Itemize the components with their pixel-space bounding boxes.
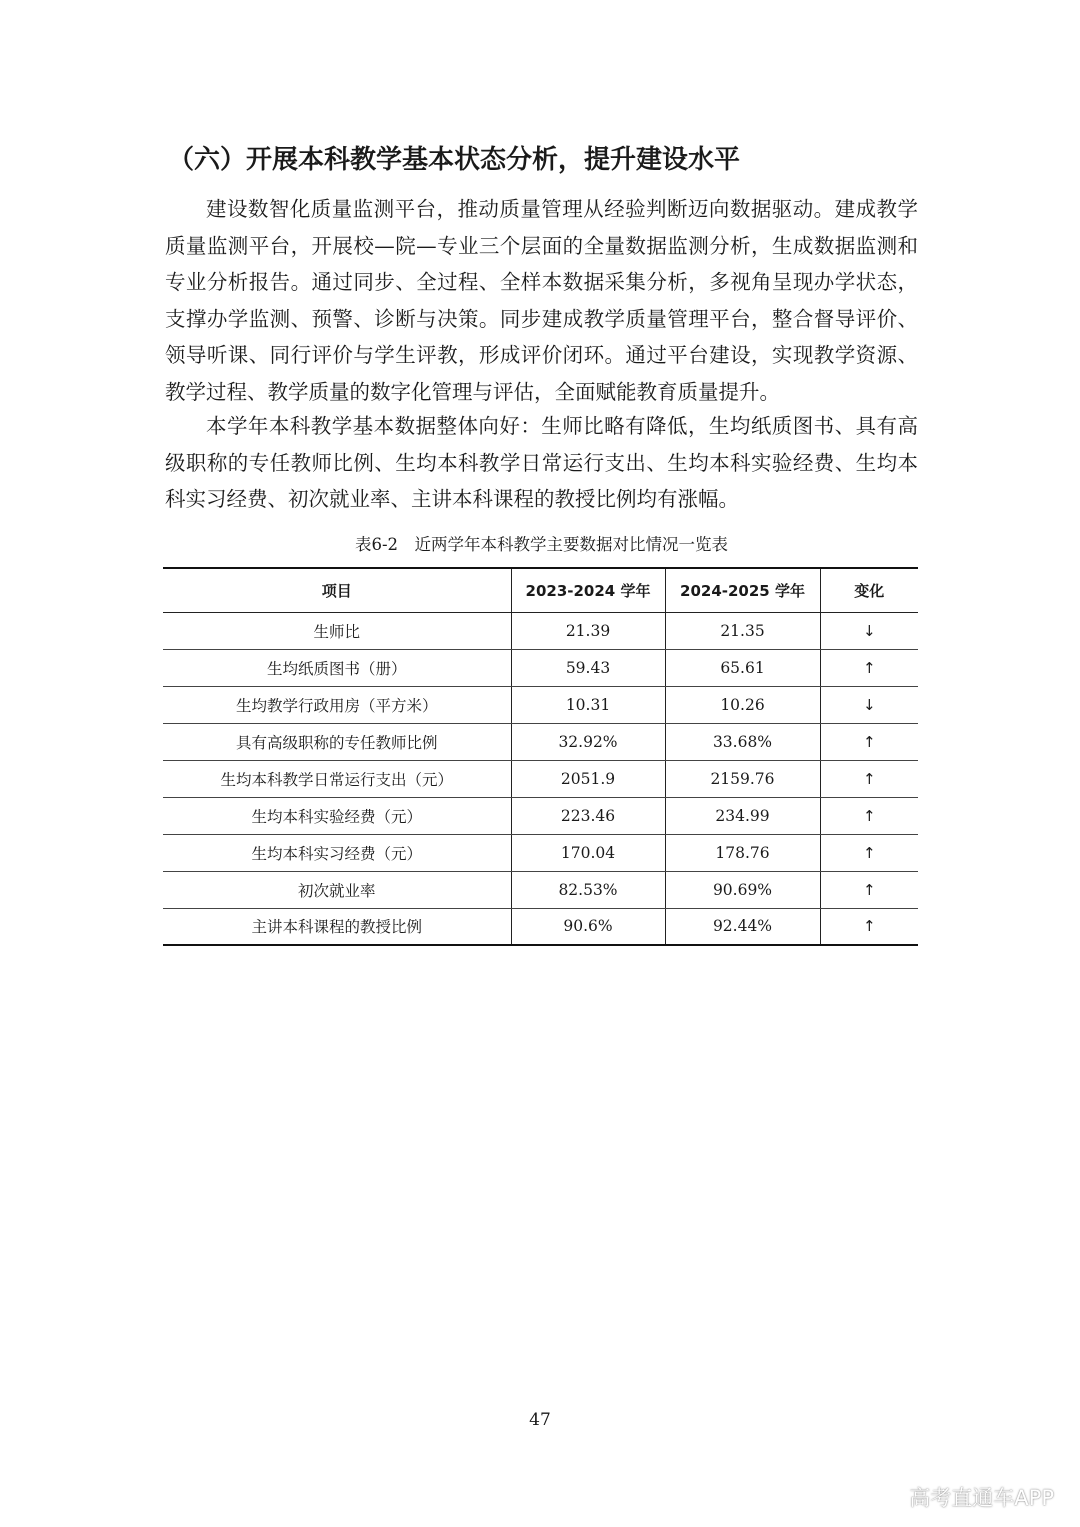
table-row — [163, 686, 918, 723]
change-arrow-icon: ↑ — [820, 797, 918, 834]
value-2023-2024: 32.92% — [511, 723, 665, 760]
value-2023-2024: 59.43 — [511, 649, 665, 686]
value-2024-2025: 33.68% — [665, 723, 820, 760]
table-row — [163, 908, 918, 945]
row-label: 生均纸质图书（册） — [163, 649, 511, 686]
change-arrow-icon: ↓ — [820, 612, 918, 649]
table-row — [163, 797, 918, 834]
change-arrow-icon: ↑ — [820, 834, 918, 871]
value-2023-2024: 2051.9 — [511, 760, 665, 797]
change-arrow-icon: ↑ — [820, 723, 918, 760]
page-number: 47 — [529, 1410, 551, 1430]
value-2024-2025: 92.44% — [665, 908, 820, 945]
row-label: 生均本科实验经费（元） — [163, 797, 511, 834]
value-2024-2025: 234.99 — [665, 797, 820, 834]
change-arrow-icon: ↑ — [820, 649, 918, 686]
value-2024-2025: 2159.76 — [665, 760, 820, 797]
table-row — [163, 649, 918, 686]
change-arrow-icon: ↑ — [820, 871, 918, 908]
value-2023-2024: 170.04 — [511, 834, 665, 871]
header-change: 变化 — [820, 568, 918, 612]
row-label: 生均本科实习经费（元） — [163, 834, 511, 871]
change-arrow-icon: ↑ — [820, 760, 918, 797]
table-row — [163, 871, 918, 908]
table-caption: 表6-2 近两学年本科教学主要数据对比情况一览表 — [354, 535, 729, 554]
table-header-row — [163, 568, 918, 612]
value-2023-2024: 10.31 — [511, 686, 665, 723]
value-2024-2025: 90.69% — [665, 871, 820, 908]
section-heading: （六）开展本科教学基本状态分析，提升建设水平 — [168, 145, 741, 175]
value-2024-2025: 65.61 — [665, 649, 820, 686]
table-row — [163, 834, 918, 871]
data-comparison-table — [163, 567, 918, 946]
row-label: 生均本科教学日常运行支出（元） — [163, 760, 511, 797]
row-label: 主讲本科课程的教授比例 — [163, 908, 511, 945]
value-2024-2025: 21.35 — [665, 612, 820, 649]
body-paragraph-1: 建设数智化质量监测平台，推动质量管理从经验判断迈向数据驱动。建成教学质量监测平台，开展校—院—专业三个层面的全量数据监测分析，生成数据监测和专业分析报告。通过同步、全过程、全样本数据采集分析，多视角呈现办学状态，支撑办学监测、预警、诊断与决策。同步建成教学质量管理平台，整合督导评价、领导听课、同行评价与学生评教，形成评价闭环。通过平台建设，实现教学资源、教学过程、教学质量的数字化管理与评估，全面赋能教育质量提升。 — [165, 197, 918, 404]
value-2023-2024: 223.46 — [511, 797, 665, 834]
row-label: 生均教学行政用房（平方米） — [163, 686, 511, 723]
change-arrow-icon: ↑ — [820, 908, 918, 945]
header-year-2023-2024: 2023-2024 学年 — [511, 568, 665, 612]
row-label: 具有高级职称的专任教师比例 — [163, 723, 511, 760]
row-label: 生师比 — [163, 612, 511, 649]
value-2023-2024: 82.53% — [511, 871, 665, 908]
table-row — [163, 760, 918, 797]
change-arrow-icon: ↓ — [820, 686, 918, 723]
watermark: 高考直通车APP — [909, 1486, 1054, 1510]
table-row — [163, 723, 918, 760]
value-2024-2025: 10.26 — [665, 686, 820, 723]
row-label: 初次就业率 — [163, 871, 511, 908]
value-2023-2024: 21.39 — [511, 612, 665, 649]
table-row — [163, 612, 918, 649]
header-item: 项目 — [163, 568, 511, 612]
value-2023-2024: 90.6% — [511, 908, 665, 945]
body-paragraph-2: 本学年本科教学基本数据整体向好：生师比略有降低，生均纸质图书、具有高级职称的专任教师比例、生均本科教学日常运行支出、生均本科实验经费、生均本科实习经费、初次就业率、主讲本科课程的教授比例均有涨幅。 — [165, 414, 918, 511]
value-2024-2025: 178.76 — [665, 834, 820, 871]
header-year-2024-2025: 2024-2025 学年 — [665, 568, 820, 612]
